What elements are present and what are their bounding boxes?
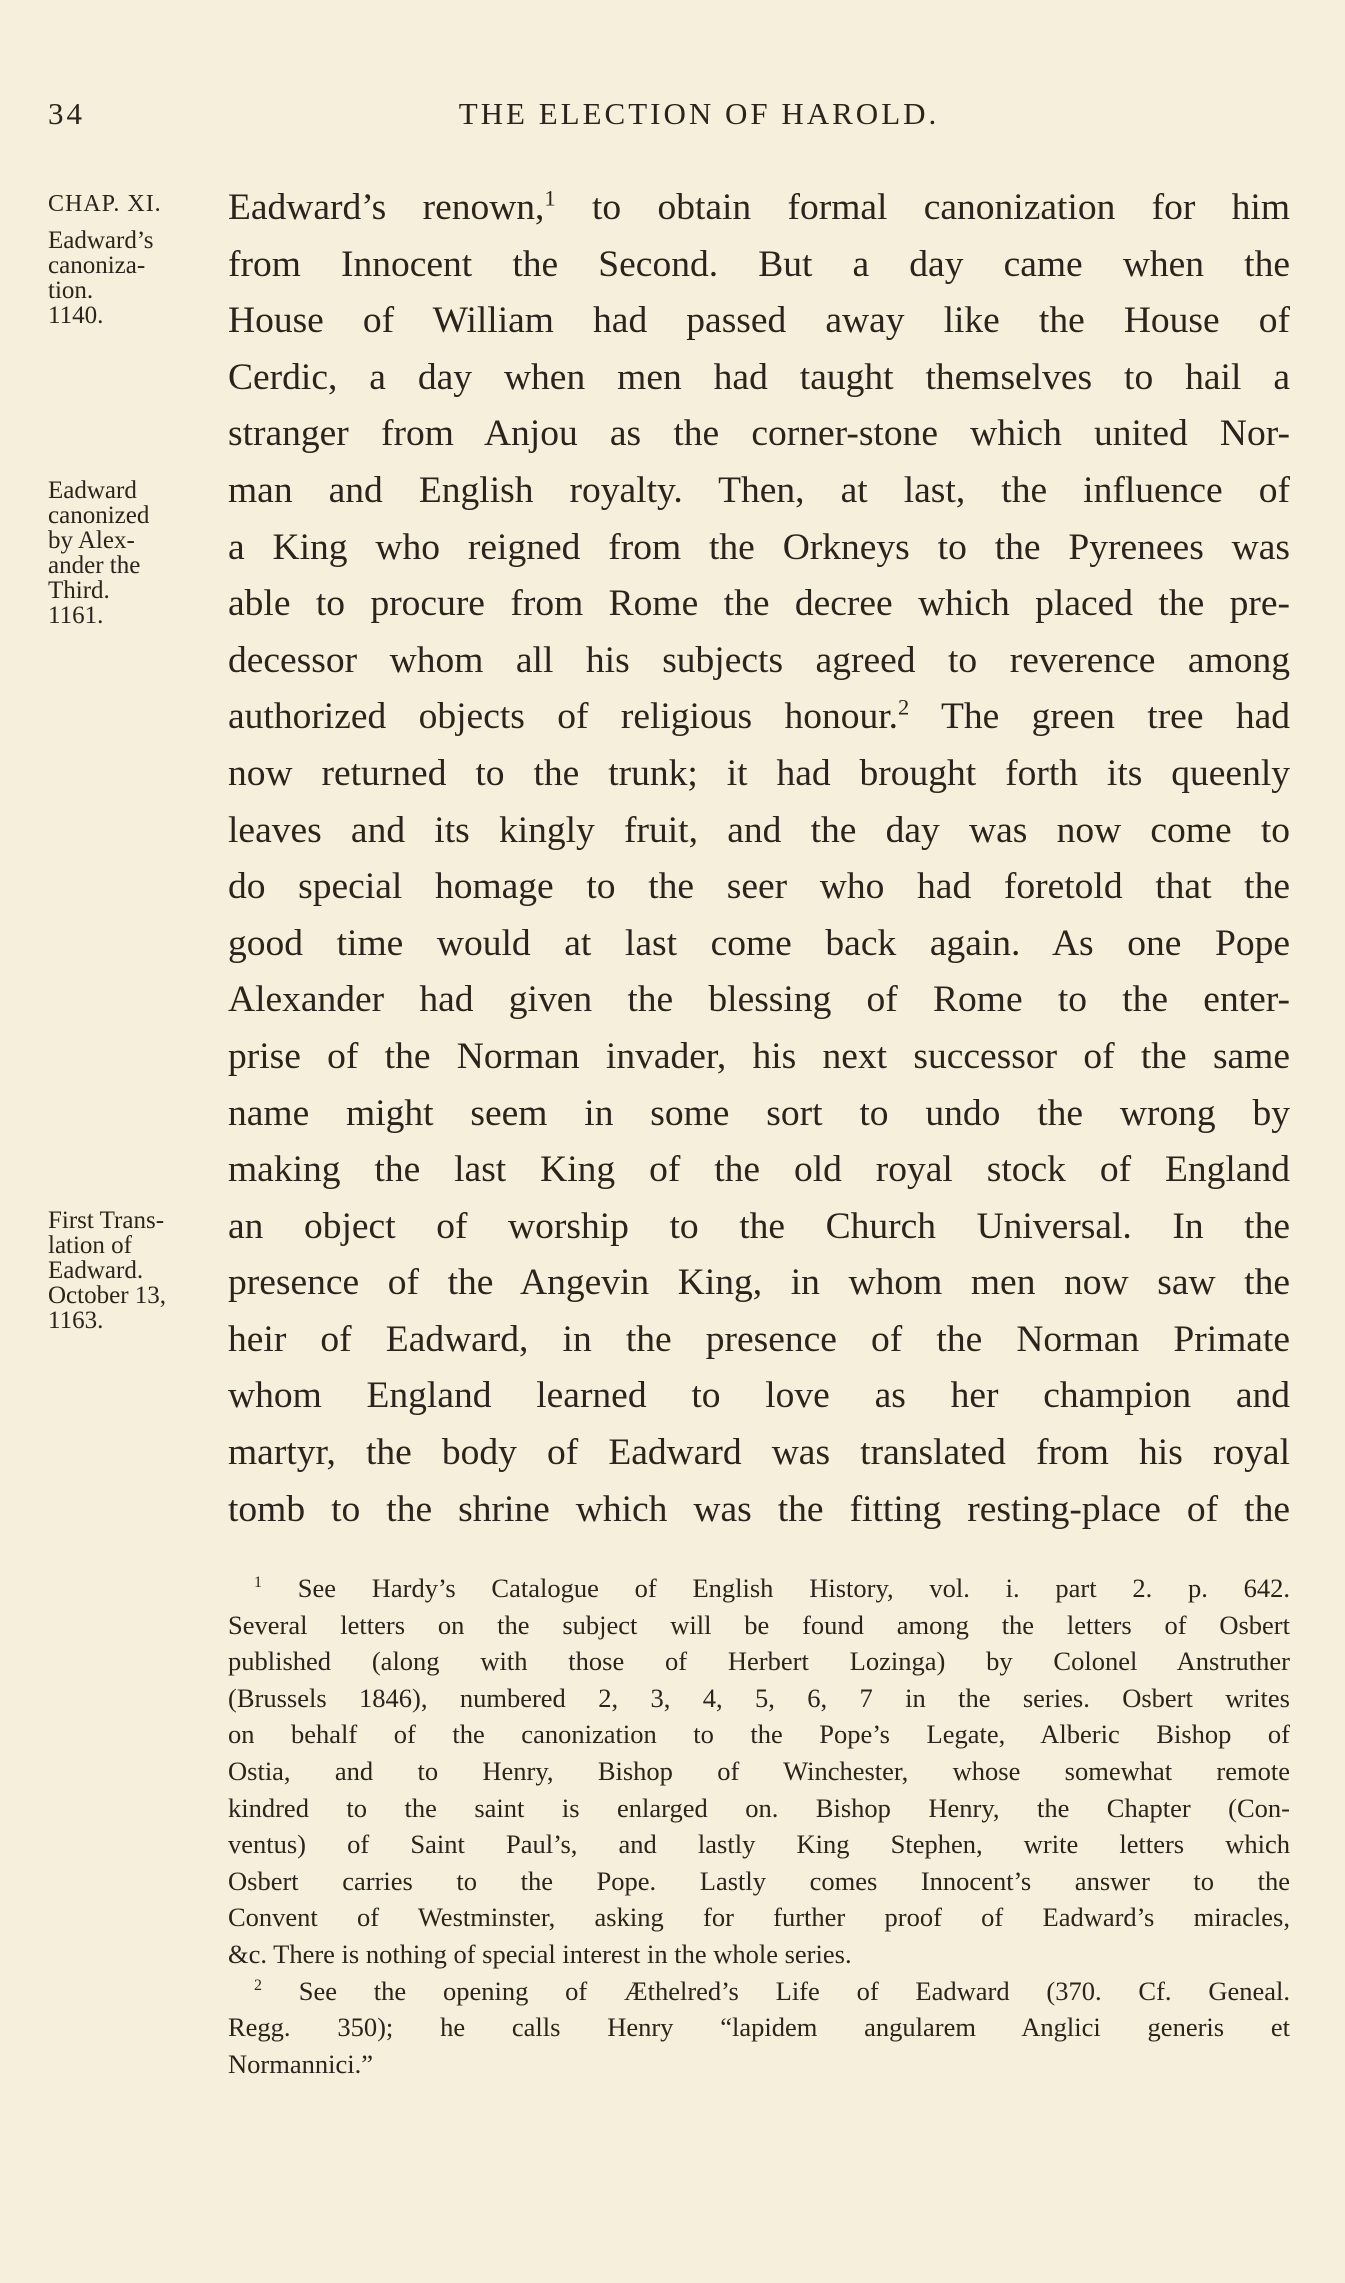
footnote-line: Several letters on the subject will be found among the letters of Osbert — [228, 1609, 1290, 1640]
margin-note-canonized — [48, 478, 223, 628]
body-line: from Innocent the Second. But a day came when the — [228, 243, 1290, 285]
margin-note-line: 1161. — [48, 602, 104, 629]
margin-note-line: ander the — [48, 552, 141, 579]
margin-note-line: First Trans- — [48, 1207, 165, 1234]
footnote-line: kindred to the saint is enlarged on. Bishop Henry, the Chapter (Con- — [228, 1792, 1290, 1823]
margin-note-line: Eadward. — [48, 1257, 144, 1284]
body-line: able to procure from Rome the decree which placed the pre- — [228, 583, 1290, 625]
body-line: prise of the Norman invader, his next successor of the same — [228, 1035, 1290, 1077]
footnote-line: Ostia, and to Henry, Bishop of Winchester, whose somewhat remote — [228, 1755, 1290, 1786]
margin-note-line: Third. — [48, 577, 110, 604]
body-line: do special homage to the seer who had foretold that the — [228, 866, 1290, 908]
margin-note-line: Eadward — [48, 477, 137, 504]
margin-note-line: Eadward’s — [48, 227, 154, 254]
body-line: an object of worship to the Church Universal. In the — [228, 1205, 1290, 1247]
body-line: good time would at last come back again. As one Pope — [228, 922, 1290, 964]
margin-note-line: lation of — [48, 1232, 133, 1259]
body-line: making the last King of the old royal stock of England — [228, 1149, 1290, 1191]
body-line: Alexander had given the blessing of Rome to the enter- — [228, 979, 1290, 1021]
footnote-line: $^1$ See Hardy’s Catalogue of English History, vol. i. part 2. p. 642. — [254, 1573, 1290, 1603]
page-header — [48, 96, 1290, 136]
margin-note-chapter — [48, 192, 223, 217]
footnote-marker: 2 — [898, 694, 910, 720]
body-line: a King who reigned from the Orkneys to the Pyrenees was — [228, 526, 1290, 568]
margin-note-line: October 13, — [48, 1282, 167, 1309]
body-line: decessor whom all his subjects agreed to reverence among — [228, 639, 1290, 681]
margin-note-line: canonized — [48, 502, 150, 529]
margin-note-canonization — [48, 228, 223, 328]
chapter-label: CHAP. XI. — [48, 191, 162, 217]
footnote-line: $^2$ See the opening of Æthelred’s Life of Eadward (370. Cf. Geneal. — [254, 1975, 1290, 2006]
footnote-line: Convent of Westminster, asking for further proof of Eadward’s miracles, — [228, 1902, 1290, 1933]
body-line: whom England learned to love as her champion and — [228, 1375, 1290, 1417]
body-line: now returned to the trunk; it had brought forth its queenly — [228, 752, 1290, 794]
footnotes — [228, 1570, 1290, 2082]
body-line: name might seem in some sort to undo the wrong by — [228, 1092, 1290, 1134]
footnote-marker: 1 — [544, 185, 556, 211]
body-line: tomb to the shrine which was the fitting resting-place of the — [228, 1488, 1290, 1530]
body-line: leaves and its kingly fruit, and the day was now come to — [228, 809, 1290, 851]
body-line: man and English royalty. Then, at last, the influence of — [228, 469, 1290, 511]
footnote-marker: 1 — [254, 1574, 262, 1592]
body-line: authorized objects of religious honour.$^2$ The green tree had — [228, 694, 1290, 738]
margin-note-line: 1140. — [48, 302, 104, 329]
footnote-line: Regg. 350); he calls Henry “lapidem angularem Anglici generis et — [228, 2012, 1290, 2043]
running-title: THE ELECTION OF HAROLD. — [458, 96, 940, 131]
body-line: Eadward’s renown,$^1$ to obtain formal canonization for him — [228, 185, 1290, 228]
footnote-line: (Brussels 1846), numbered 2, 3, 4, 5, 6, 7 in the series. Osbert writes — [228, 1682, 1290, 1713]
footnote-line: ventus) of Saint Paul’s, and lastly King Stephen, write letters which — [228, 1829, 1290, 1860]
footnote-line: on behalf of the canonization to the Pope’s Legate, Alberic Bishop of — [228, 1719, 1290, 1750]
margin-note-line: canoniza- — [48, 252, 146, 279]
body-line: heir of Eadward, in the presence of the Norman Primate — [228, 1318, 1290, 1360]
body-line: presence of the Angevin King, in whom men now saw the — [228, 1262, 1290, 1304]
body-line: Cerdic, a day when men had taught themselves to hail a — [228, 356, 1290, 398]
footnote-line: Osbert carries to the Pope. Lastly comes Innocent’s answer to the — [228, 1865, 1290, 1896]
footnote-line: Normannici.” — [228, 2048, 373, 2079]
margin-note-line: by Alex- — [48, 527, 135, 554]
footnote-marker: 2 — [254, 1976, 262, 1994]
body-text — [228, 180, 1290, 1538]
page-number: 34 — [48, 96, 85, 131]
margin-note-line: tion. — [48, 277, 94, 304]
body-line: House of William had passed away like the House of — [228, 300, 1290, 342]
margin-note-line: 1163. — [48, 1307, 104, 1334]
margin-note-translation — [48, 1208, 223, 1333]
footnote-line: &c. There is nothing of special interest in the whole series. — [228, 1938, 852, 1969]
body-line: martyr, the body of Eadward was translated from his royal — [228, 1432, 1290, 1474]
footnote-line: published (along with those of Herbert Lozinga) by Colonel Anstruther — [228, 1646, 1290, 1677]
body-line: stranger from Anjou as the corner-stone which united Nor- — [228, 413, 1290, 455]
